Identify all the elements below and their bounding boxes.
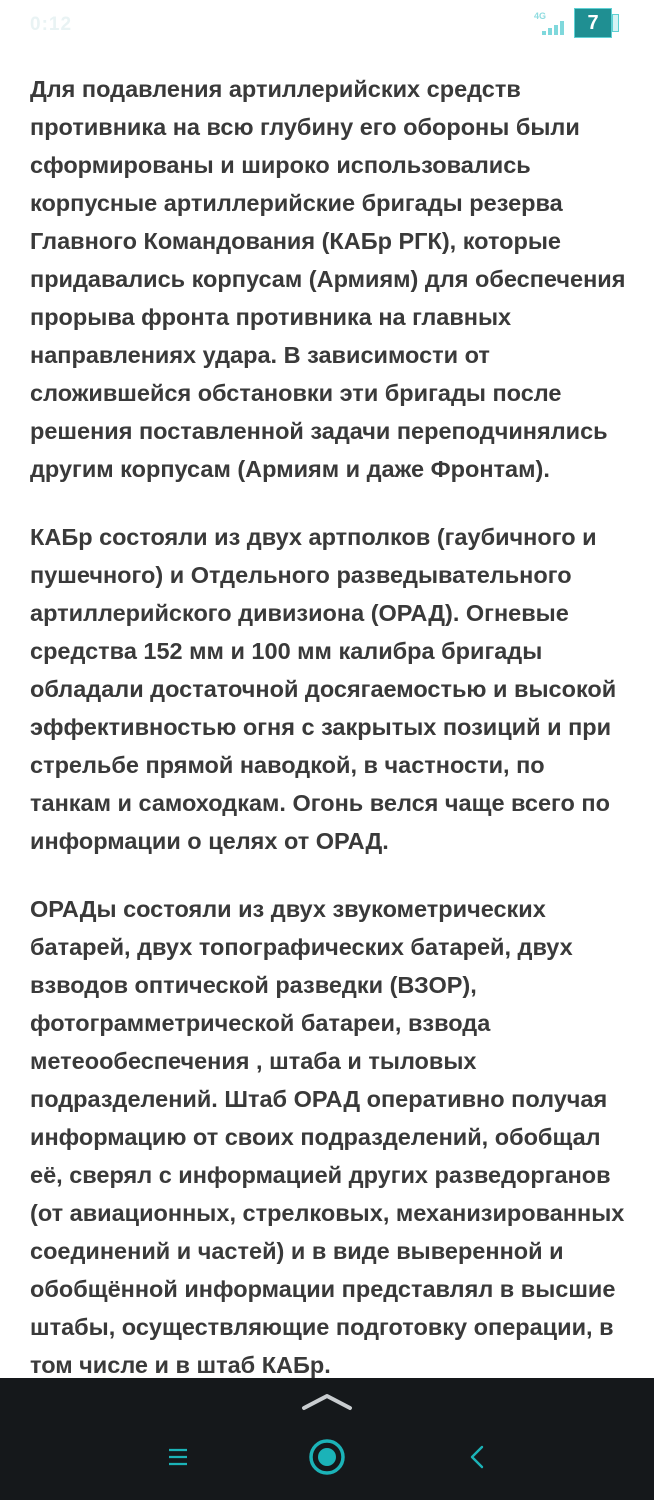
battery-level: 7 [587, 12, 599, 34]
navigation-bar [0, 1378, 654, 1500]
status-bar [0, 0, 654, 50]
battery-icon [574, 8, 620, 40]
menu-button[interactable] [150, 1432, 206, 1482]
network-indicator [534, 12, 570, 36]
article-content[interactable] [0, 50, 654, 1378]
home-circle-icon [307, 1437, 347, 1477]
menu-icon [167, 1447, 189, 1467]
article-paragraph-1: Для подавления артиллерийских средств противника на всю глубину его обороны были сформированы и широко использовались корпусные артиллерийские бригады резерва Главного Командования (КАБр РГК), которые придавались корпусам (Армиям) для обеспечения прорыва фронта противника на главных направлениях удара. В зависимости от сложившейся обстановки эти бригады после решения поставленной задачи переподчинялись другим корпусам (Армиям и даже Фронтам). [30, 76, 626, 482]
article-paragraph-2: КАБр состояли из двух артполков (гаубичного и пушечного) и Отдельного разведывательного артиллерийского дивизиона (ОРАД). Огневые средства 152 мм и 100 мм калибра бригады обладали достаточной досягаемостью и высокой эффективностью огня с закрытых позиций и при стрельбе прямой наводкой, в частности, по танкам и самоходкам. Огонь велся чаще всего по информации о целях от ОРАД. [30, 524, 617, 854]
network-type: 4G [534, 11, 547, 21]
chevron-up-icon[interactable] [301, 1390, 353, 1412]
article-paragraph-3: ОРАДы состояли из двух звукометрических батарей, двух топографических батарей, двух взводов оптической разведки (ВЗОР), фотограмметрической батареи, взвода метеообеспечения , штаба и тыловых подразделений. Штаб ОРАД оперативно получая информацию от своих подразделений, обобщал её, сверял с информацией других разведорганов (от авиационных, стрелковых, механизированных соединений и частей) и в виде выверенной и обобщённой информации представлял в высшие штабы, осуществляющие подготовку операции, в том числе и в штаб КАБр. [30, 896, 625, 1378]
home-button[interactable] [299, 1432, 355, 1482]
signal-icon [534, 21, 570, 35]
back-button[interactable] [449, 1432, 505, 1482]
back-icon [469, 1444, 485, 1470]
status-time: 0:12 [30, 14, 73, 35]
